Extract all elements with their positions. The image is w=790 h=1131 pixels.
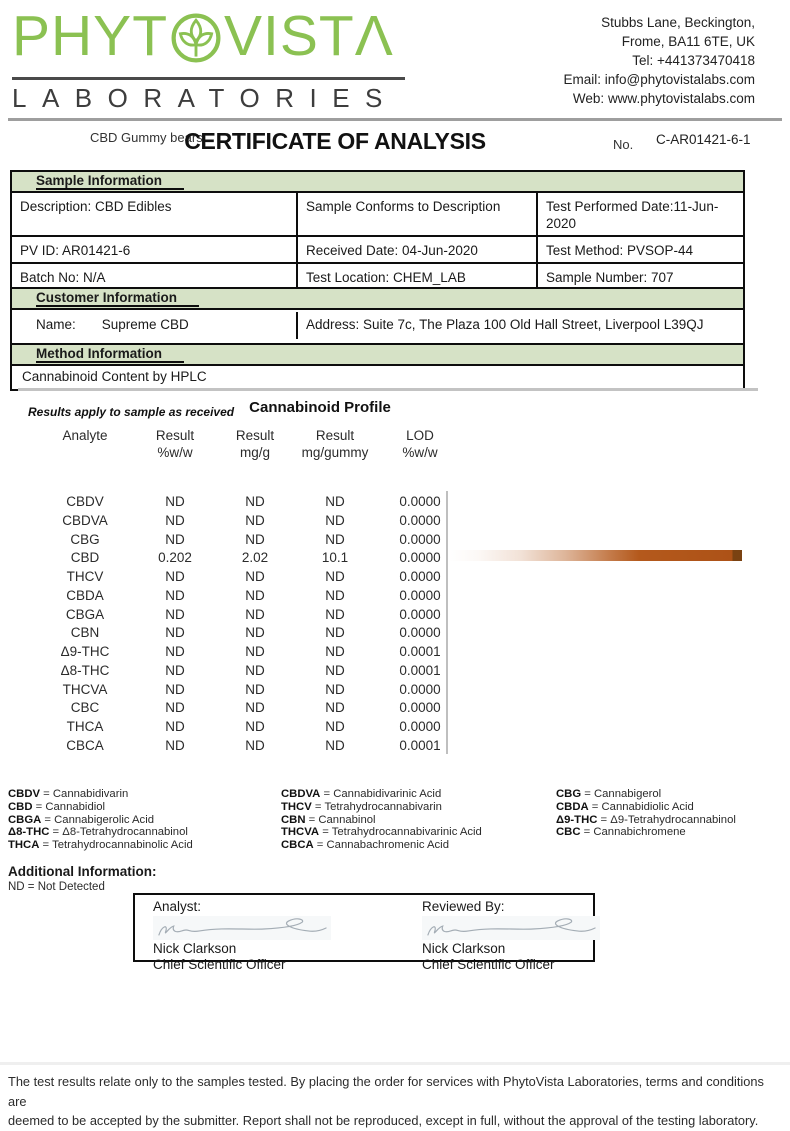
customer-name-cell: [12, 310, 296, 343]
col-header-result-mgg: Result mg/g: [235, 428, 275, 460]
analyst-title: Chief Scientific Officer: [153, 957, 286, 972]
title-row: [0, 121, 790, 170]
col-header-analyte: Analyte: [62, 428, 108, 443]
abbr-item: CBGA = Cannabigerolic Acid: [8, 813, 154, 826]
analyte-cell: THCV: [66, 569, 104, 584]
reviewer-signature-icon: [422, 916, 600, 940]
reviewer-title: Chief Scientific Officer: [422, 957, 555, 972]
analyte-cell: Δ8-THC: [60, 662, 110, 678]
col-header-result-mggummy: Result mg/gummy: [301, 428, 369, 460]
test-location-cell: Test Location: CHEM_LAB: [296, 262, 536, 289]
abbr-item: CBCA = Cannabachromenic Acid: [281, 839, 449, 852]
abbr-item: CBDVA = Cannabidivarinic Acid: [281, 788, 442, 800]
analyte-cell: CBDV: [66, 494, 104, 509]
brand-wordmark: [12, 4, 408, 68]
abbr-item: THCV = Tetrahydrocannabivarin: [281, 800, 442, 813]
abbr-item: Δ9-THC = Δ9-Tetrahydrocannabinol: [556, 813, 736, 826]
signature-box: [133, 893, 595, 972]
sample-information-section: [10, 170, 745, 291]
abbreviations-column-1: [8, 788, 193, 852]
batch-no-cell: Batch No: N/A: [12, 262, 296, 289]
reviewer-name: Nick Clarkson: [422, 941, 506, 956]
leaf-in-circle-icon: [169, 11, 223, 65]
received-date-cell: Received Date: 04-Jun-2020: [296, 235, 536, 262]
reviewed-by-label: Reviewed By:: [422, 899, 505, 914]
analyst-signature-block: [153, 899, 363, 973]
reviewer-signature-block: [422, 899, 632, 973]
analyte-cell: THCVA: [62, 681, 108, 697]
analyst-name: Nick Clarkson: [153, 941, 237, 956]
contact-line-address1: Stubbs Lane, Beckington,: [601, 15, 755, 30]
col-header-result-pct: Result %w/w: [155, 428, 195, 460]
analyte-cell: CBG: [70, 531, 100, 547]
cannabinoid-profile-section: [0, 395, 790, 788]
additional-information-heading: Additional Information:: [8, 864, 157, 879]
analyte-cell: CBDA: [66, 587, 104, 603]
test-method-cell: Test Method: PVSOP-44: [536, 235, 743, 262]
customer-information-heading: Customer Information: [12, 289, 743, 310]
col-header-lod: LOD %w/w: [402, 428, 438, 460]
abbreviations-legend: [0, 788, 790, 860]
abbr-item: CBD = Cannabidiol: [8, 800, 106, 813]
lab-contact-info: [563, 13, 755, 108]
abbr-item: CBG = Cannabigerol: [556, 788, 662, 800]
footer-line-2: deemed to be accepted by the submitter. Report shall not be reproduced, except in full, without the approval of the testing laboratory.: [8, 1113, 759, 1128]
footer-disclaimer: [0, 1062, 790, 1131]
abbr-item: CBDA = Cannabidiolic Acid: [556, 800, 694, 813]
footer-line-1: The test results relate only to the samples tested. By placing the order for services with PhytoVista Laboratories, terms and conditions are: [8, 1074, 764, 1109]
contact-line-address2: Frome, BA11 6TE, UK: [621, 34, 755, 49]
customer-name-label: Name:: [36, 317, 76, 332]
section-divider: [18, 388, 758, 391]
logo-divider: [12, 77, 405, 80]
analyte-cell: CBN: [70, 625, 100, 641]
test-performed-date-cell: Test Performed Date:11-Jun-2020: [536, 193, 743, 235]
abbr-item: THCVA = Tetrahydrocannabivarinic Acid: [281, 826, 482, 839]
bar-chart-axis: [446, 491, 448, 754]
analyte-cell: CBCA: [66, 737, 104, 753]
certificate-no-label: No.: [613, 137, 634, 152]
abbr-item: Δ8-THC = Δ8-Tetrahydrocannabinol: [8, 826, 188, 839]
contact-line-tel: Tel: +441373470418: [632, 53, 755, 68]
abbreviations-column-2: [281, 788, 482, 852]
abbr-item: THCA = Tetrahydrocannabinolic Acid: [8, 839, 193, 852]
customer-information-row: [12, 310, 743, 343]
method-information-section: [10, 343, 745, 391]
cannabinoid-table-header: [30, 427, 470, 461]
analyte-cell: CBD: [70, 550, 100, 566]
product-label: CBD Gummy bears: [90, 130, 203, 145]
customer-information-section: [10, 287, 745, 345]
sample-description-cell: Description: CBD Edibles: [20, 199, 172, 214]
method-value: Cannabinoid Content by HPLC: [22, 369, 207, 384]
brand-word-mid: VIST: [224, 4, 355, 68]
sample-information-heading: Sample Information: [12, 172, 743, 193]
cannabinoid-table-rows: CBDV ND ND ND 0.0000 CBDVA ND ND ND 0.0000 CBG ND ND ND 0.0000 CBD 0.202 2.02 10.1 0.0000 THCV ND ND ND 0.0000 CBDA ND ND ND 0.0000 CBGA ND ND ND 0.0000 CBN ND ND ND 0.0000 Δ9-THC ND ND ND 0.0001 Δ8-THC ND ND ND 0.0001 THCVA ND ND ND 0.0000 CBC ND ND ND 0.0000 THCA ND ND ND 0.0000 CBCA ND ND ND 0.0001: [30, 494, 470, 757]
nd-definition: ND = Not Detected: [8, 881, 105, 893]
phytovista-logo: [12, 4, 408, 114]
sample-information-table: [12, 193, 743, 289]
sample-number-cell: Sample Number: 707: [536, 262, 743, 289]
certificate-no-value: C-AR01421-6-1: [656, 132, 751, 147]
analyst-signature-icon: [153, 916, 331, 940]
cannabinoid-profile-title: Cannabinoid Profile: [249, 399, 391, 416]
certificate-title: CERTIFICATE OF ANALYSIS: [184, 128, 486, 154]
analyte-cell: CBDVA: [62, 512, 108, 528]
method-information-heading: Method Information: [12, 345, 743, 366]
customer-name-value: Supreme CBD: [101, 317, 189, 332]
contact-line-email: Email: info@phytovistalabs.com: [563, 72, 755, 87]
brand-word-end: Λ: [354, 4, 394, 68]
customer-address-cell: Address: Suite 7c, The Plaza 100 Old Hall Street, Liverpool L39QJ: [306, 317, 704, 332]
analyte-cell: THCA: [66, 719, 104, 734]
contact-line-web: Web: www.phytovistalabs.com: [572, 91, 755, 106]
sample-conforms-cell: Sample Conforms to Description: [296, 193, 536, 235]
abbreviations-column-3: [556, 788, 736, 839]
additional-information-section: [8, 864, 156, 893]
results-note: Results apply to sample as received: [28, 405, 235, 419]
analyte-cell: CBGA: [65, 606, 105, 622]
analyst-label: Analyst:: [153, 899, 202, 914]
pv-id-cell: PV ID: AR01421-6: [12, 235, 296, 262]
cbd-result-bar: [448, 550, 742, 561]
abbr-item: CBC = Cannabichromene: [556, 826, 686, 839]
analyte-cell: CBC: [70, 700, 100, 716]
brand-subtitle: LABORATORIES: [12, 83, 398, 113]
abbr-item: CBDV = Cannabidivarin: [8, 788, 129, 800]
brand-word-start: PHYT: [12, 4, 169, 68]
analyte-cell: Δ9-THC: [60, 644, 110, 659]
header: [0, 0, 790, 121]
abbr-item: CBN = Cannabinol: [281, 813, 376, 826]
